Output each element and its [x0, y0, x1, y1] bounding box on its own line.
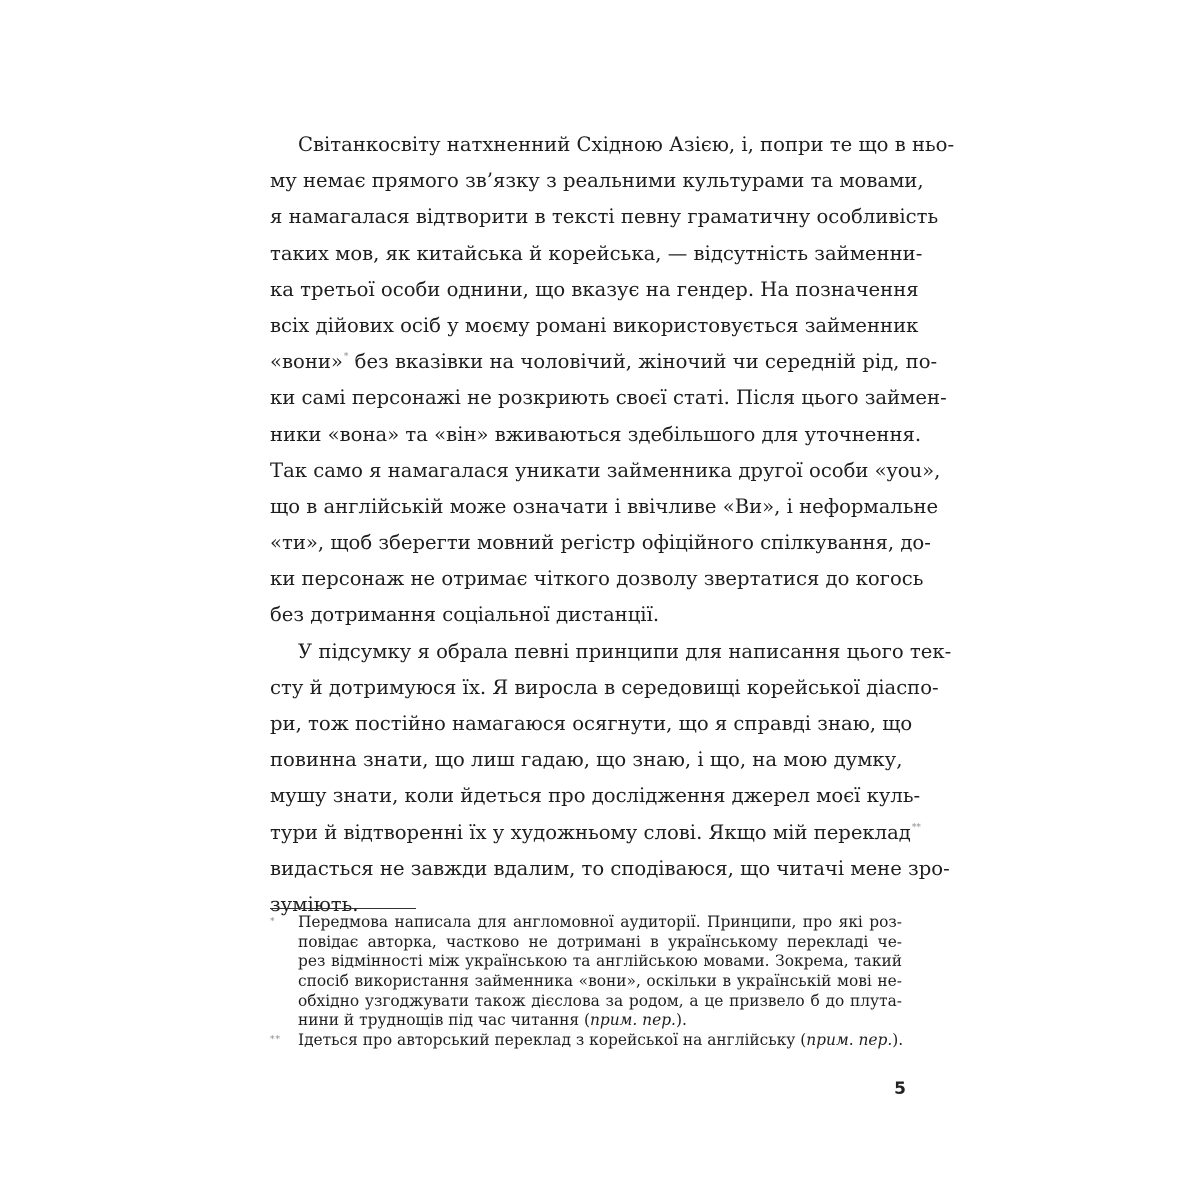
text-line: видасться не завжди вдалим, то сподіваюся, що читачі мене зро- — [270, 856, 950, 880]
text-line: ки самі персонажі не розкриють своєї статі. Після цього займен- — [270, 386, 947, 410]
text-line: таких мов, як китайська й корейська, — відсутність займенни- — [270, 241, 923, 265]
text-line: Так само я намагалася уникати займенника другої особи «you», — [270, 458, 941, 482]
text-fragment: «вони» — [270, 350, 343, 374]
text-fragment: тури й відтворенні їх у художньому слові. Якщо мій переклад — [270, 820, 911, 844]
text-line: мушу знати, коли йдеться про дослідження джерел моєї куль- — [270, 784, 921, 808]
footnotes — [270, 913, 902, 1051]
footnote-text: Ідеться про авторський переклад з корейської на англійську — [298, 1031, 796, 1050]
footnote-divider — [270, 908, 416, 909]
text-fragment: без вказівки на чоловічий, жіночий чи середній рід, по- — [354, 350, 938, 374]
footnote-2 — [270, 1031, 902, 1051]
footnote-line: спосіб використання займенника «вони», оскільки в українській мові не- — [298, 972, 902, 991]
footnote-line: рез відмінності між українською та англійською мовами. Зокрема, такий — [298, 952, 902, 971]
text-line: Світанкосвіту натхненний Східною Азією, і, попри те що в ньо- — [298, 133, 955, 156]
footnote-reference-2[interactable]: ** — [911, 822, 921, 833]
text-line: ники «вона» та «він» вживаються здебільшого для уточнення. — [270, 422, 922, 446]
text-line: сту й дотримуюся їх. Я виросла в середовищі корейської діаспо- — [270, 675, 939, 699]
footnote-line: Передмова написала для англомовної аудиторії. Принципи, про які роз- — [298, 913, 902, 931]
text-line: «ти», щоб зберегти мовний регістр офіційного спілкування, до- — [270, 531, 931, 555]
main-text — [270, 127, 955, 923]
text-line: У підсумку я обрала певні принципи для написання цього тек- — [298, 639, 952, 663]
footnote-line: нини й труднощів під час читання (прим. пер.). — [298, 1011, 687, 1030]
text-line — [270, 815, 921, 851]
page-number: 5 — [894, 1079, 906, 1099]
footnote-text: нини й труднощів під час читання — [298, 1011, 580, 1030]
footnote-symbol: * — [270, 917, 276, 927]
text-line: що в англійській може означати і ввічливе «Ви», і неформальне — [270, 494, 939, 518]
footnote-1 — [270, 913, 902, 1031]
footnote-line: повідає авторка, частково не дотримані в українському перекладі че- — [298, 932, 902, 951]
text-line: без дотримання соціальної дистанції. — [270, 603, 660, 627]
text-line: зуміють. — [270, 892, 359, 916]
text-line: всіх дійових осіб у моєму романі використовується займенник — [270, 313, 919, 337]
footnote-reference-1[interactable]: * — [343, 352, 349, 363]
text-line: му немає прямого зв’язку з реальними культурами та мовами, — [270, 169, 924, 193]
footnote-line: Ідеться про авторський переклад з корейської на англійську (прим. пер.). — [298, 1031, 904, 1050]
text-line: ки персонаж не отримає чіткого дозволу звертатися до когось — [270, 567, 924, 591]
translator-note: прим. пер. — [589, 1011, 676, 1030]
text-line: ри, тож постійно намагаюся осягнути, що я справді знаю, що — [270, 712, 913, 735]
footnote-symbol: ** — [270, 1035, 281, 1046]
footnote-line: обхідно узгоджувати також дієслова за родом, а це призвело б до плута- — [298, 991, 902, 1010]
translator-note: прим. пер. — [806, 1031, 893, 1050]
text-line: ка третьої особи однини, що вказує на гендер. На позначення — [270, 277, 919, 301]
text-line — [270, 344, 938, 380]
text-line: повинна знати, що лиш гадаю, що знаю, і що, на мою думку, — [270, 748, 903, 772]
text-line: я намагалася відтворити в тексті певну граматичну особливість — [270, 205, 939, 229]
